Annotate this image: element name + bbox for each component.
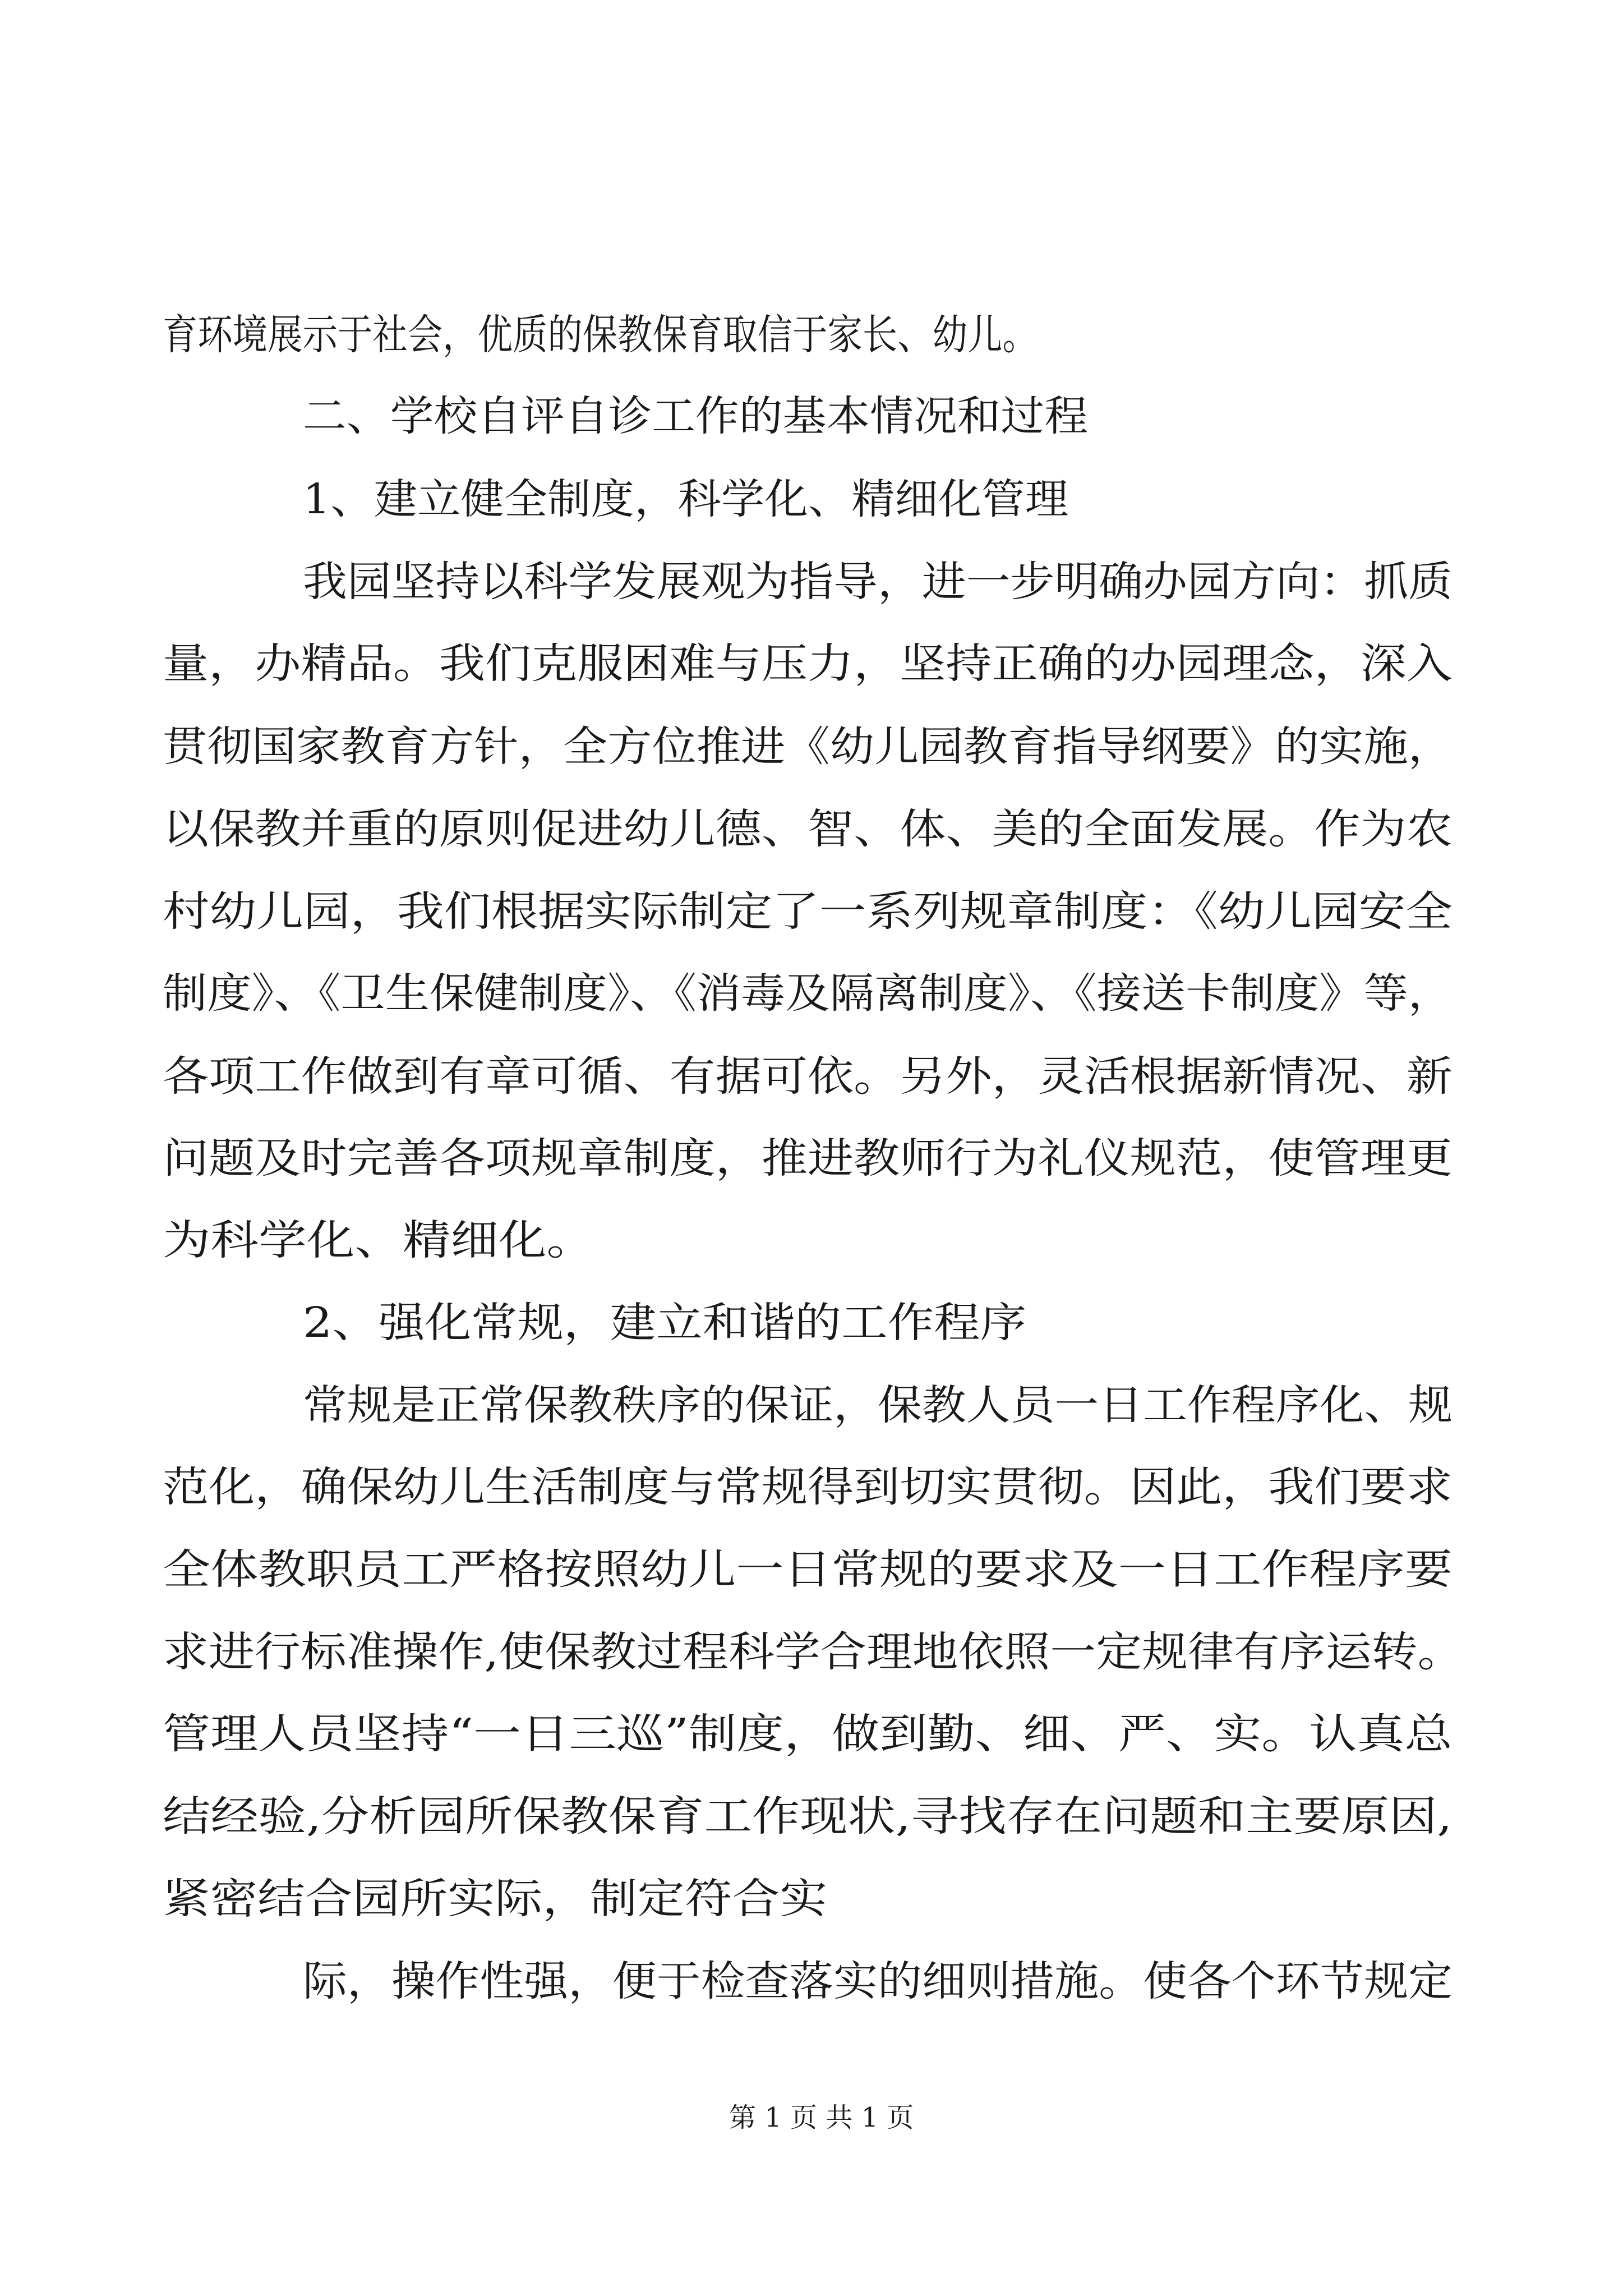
- text-line: 紧密结合园所实际，制定符合实: [163, 1875, 827, 1923]
- text-line: 村幼儿园，我们根据实际制定了一系列规章制度：《幼儿园安全: [163, 887, 1453, 936]
- text-line: 以保教并重的原则促进幼儿德、智、体、美的全面发展。作为农: [163, 805, 1453, 853]
- text-line: 求进行标准操作,使保教过程科学合理地依照一定规律有序运转。: [163, 1628, 1464, 1676]
- text-line: 管理人员坚持“一日三巡”制度，做到勤、细、严、实。认真总: [163, 1710, 1453, 1758]
- subsection-heading: 2、强化常规，建立和谐的工作程序: [303, 1299, 1027, 1347]
- text-line: 制度》、《卫生保健制度》、《消毒及隔离制度》、《接送卡制度》等，: [163, 969, 1453, 1018]
- text-line: 贯彻国家教育方针，全方位推进《幼儿园教育指导纲要》的实施，: [163, 723, 1453, 771]
- text-line: 量，办精品。我们克服困难与压力，坚持正确的办园理念，深入: [163, 639, 1453, 688]
- text-line: 结经验,分析园所保教保育工作现状,寻找存在问题和主要原因,: [163, 1792, 1453, 1841]
- text-line: 全体教职员工严格按照幼儿一日常规的要求及一日工作程序要: [163, 1545, 1453, 1594]
- page-footer: 第 1 页 共 1 页: [729, 2102, 914, 2133]
- section-heading: 二、学校自评自诊工作的基本情况和过程: [303, 392, 1089, 440]
- subsection-heading: 1、建立健全制度，科学化、精细化管理: [303, 475, 1069, 523]
- text-line: 育环境展示于社会，优质的保教保育取信于家长、幼儿。: [163, 311, 1038, 359]
- text-line: 各项工作做到有章可循、有据可依。另外，灵活根据新情况、新: [163, 1052, 1453, 1101]
- text-line: 际，操作性强，便于检查落实的细则措施。使各个环节规定: [303, 1957, 1453, 2005]
- text-line: 为科学化、精细化。: [163, 1216, 595, 1264]
- text-line: 范化，确保幼儿生活制度与常规得到切实贯彻。因此，我们要求: [163, 1463, 1453, 1511]
- text-line: 我园坚持以科学发展观为指导，进一步明确办园方向：抓质: [303, 558, 1453, 606]
- text-line: 问题及时完善各项规章制度，推进教师行为礼仪规范，使管理更: [163, 1134, 1453, 1182]
- text-line: 常规是正常保教秩序的保证，保教人员一日工作程序化、规: [303, 1381, 1453, 1429]
